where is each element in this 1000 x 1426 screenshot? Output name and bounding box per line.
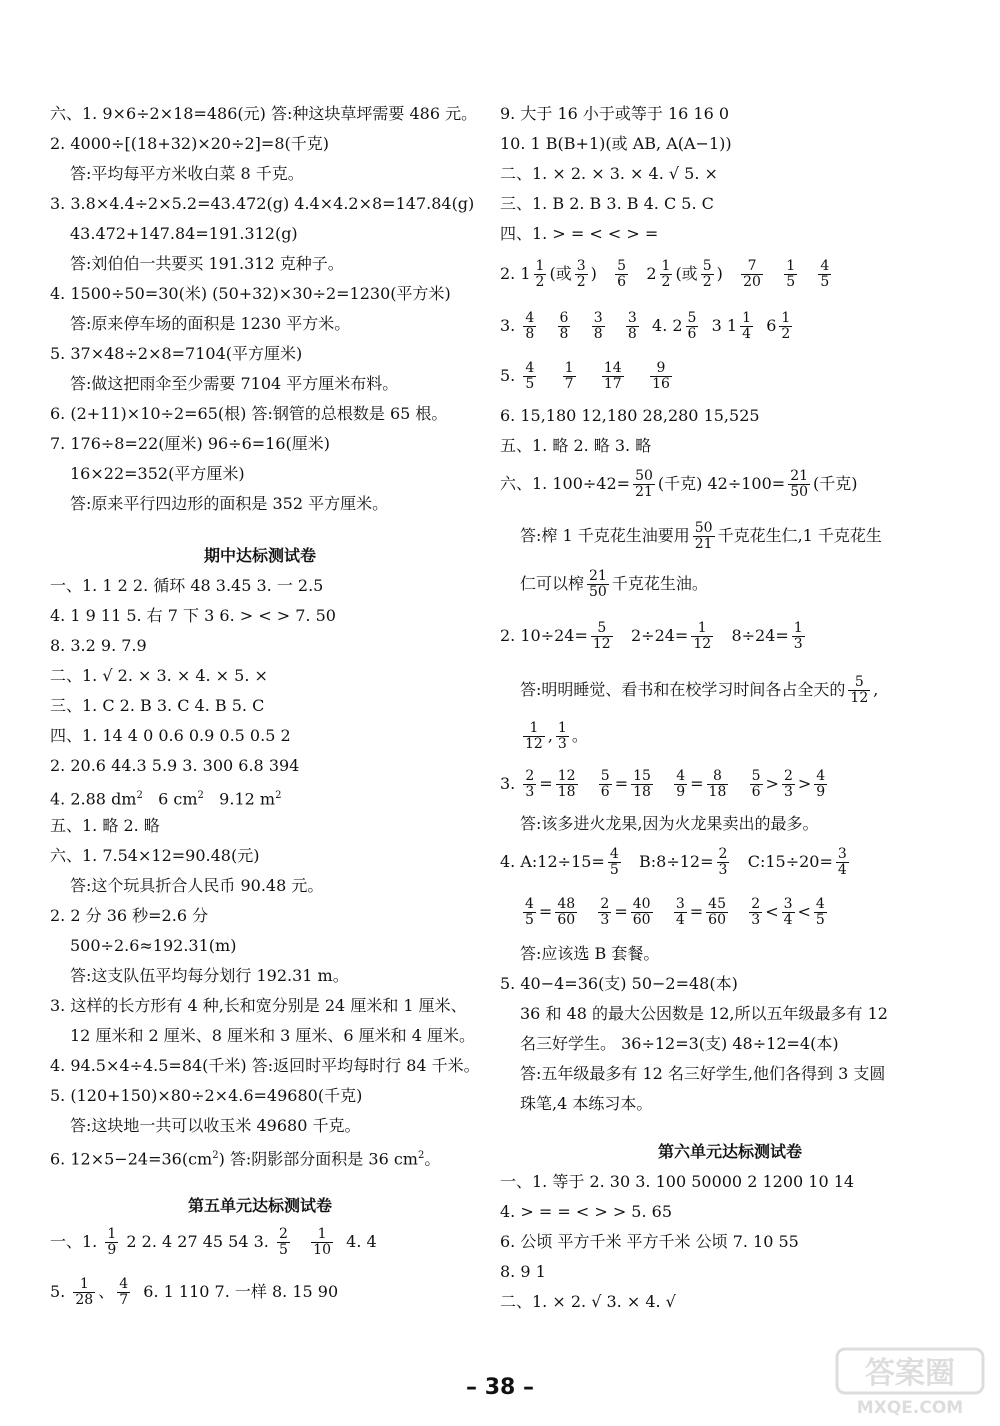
numerator: 14 — [603, 360, 622, 376]
answer-line: 一、1. 等于 2. 30 3. 100 50000 2 1200 10 14 — [500, 1172, 855, 1191]
numerator: 1 — [535, 258, 545, 274]
denominator: 2 — [661, 274, 671, 290]
numerator: 1 — [786, 258, 796, 274]
denominator: 3 — [783, 784, 793, 800]
fraction — [523, 769, 536, 800]
answer-line: 2. 20.6 44.3 5.9 3. 300 6.8 394 — [50, 756, 300, 775]
answer-line: 五、1. 略 2. 略 3. 略 — [500, 436, 652, 455]
numerator: 2 — [600, 896, 610, 912]
answer-line: 答:这个玩具折合人民币 90.48 元。 — [70, 876, 324, 895]
denominator: 3 — [525, 784, 535, 800]
fraction — [523, 361, 536, 392]
denominator: 18 — [557, 784, 576, 800]
denominator: 5 — [525, 912, 534, 928]
denominator: 12 — [592, 636, 611, 652]
numerator: 3 — [576, 258, 586, 274]
answer-line: 4. > = = < > > 5. 65 — [500, 1202, 673, 1221]
answer-line: 7. 176÷8=22(厘米) 96÷6=16(厘米) — [50, 434, 331, 453]
denominator: 50 — [589, 584, 607, 600]
denominator: 6 — [687, 326, 697, 342]
numerator: 4 — [815, 896, 825, 912]
denominator: 8 — [593, 326, 603, 342]
answer-line: 二、1. √ 2. × 3. × 4. × 5. × — [50, 666, 268, 685]
answer-line: 4. 1500÷50=30(米) (50+32)×30÷2=1230(平方米) — [50, 284, 451, 303]
answer-line: 6. 15,180 12,180 28,280 15,525 — [500, 406, 760, 425]
denominator: 7 — [119, 1292, 129, 1308]
fraction — [615, 259, 628, 290]
fraction — [277, 1227, 290, 1258]
answer-line: 36 和 48 的最大公因数是 12,所以五年级最多有 12 — [520, 1004, 888, 1023]
fraction — [556, 721, 569, 752]
denominator: 8 — [559, 326, 569, 342]
fraction — [691, 621, 713, 652]
fraction — [782, 897, 795, 928]
answer-line: $\frac{4}{5}$ = $\frac{48}{60}$ $\frac{2}{3}$ = $\frac{40}{60}$ $\frac{3}{4}$ = $\frac{45}{60}$ $\frac{2}{3}$ < $\frac{3}{4}$ < $\frac{4}{5}$ — [525, 896, 825, 928]
fraction — [631, 897, 653, 928]
answer-line: 答:五年级最多有 12 名三好学生,他们各得到 3 支圆 — [520, 1064, 886, 1083]
numerator: 3 — [675, 896, 685, 912]
answer-line: 4. A:12÷15= $\frac{4}{5}$ B:8÷12= $\frac{2}{3}$ C:15÷20= $\frac{3}{4}$ — [500, 846, 847, 878]
fraction — [534, 259, 547, 290]
answer-line: 6. (2+11)×10÷2=65(根) 答:钢管的总根数是 65 根。 — [50, 404, 448, 423]
answer-line: 答:这块地一共可以收玉米 49680 千克。 — [70, 1116, 361, 1135]
denominator: 10 — [313, 1242, 331, 1258]
answer-line: 4. 1 9 11 5. 右 7 下 3 6. > < > 7. 50 — [50, 606, 336, 625]
fraction — [608, 847, 621, 878]
answer-line: 2. 10÷24= $\frac{5}{12}$ 2÷24= $\frac{1}{12}$ 8÷24= $\frac{1}{3}$ — [500, 620, 803, 652]
denominator: 60 — [708, 912, 726, 928]
answer-line: 答:平均每平方米收白菜 8 千克。 — [70, 164, 304, 183]
numerator: 1 — [107, 1226, 117, 1242]
numerator: 2 — [783, 768, 793, 784]
svg-text:MXQE.COM: MXQE.COM — [856, 1398, 964, 1417]
answer-line: 答:刘伯伯一共要买 191.312 克种子。 — [70, 254, 344, 273]
answer-line: 四、1. > = < < > = — [500, 224, 659, 243]
fraction — [599, 769, 612, 800]
numerator: 3 — [837, 846, 847, 862]
fraction — [749, 897, 762, 928]
answer-line: 三、1. B 2. B 3. B 4. C 5. C — [500, 194, 714, 213]
denominator: 5 — [820, 274, 830, 290]
numerator: 5 — [848, 675, 870, 691]
numerator: 6 — [559, 310, 569, 326]
numerator: 1 — [73, 1277, 95, 1293]
numerator: 3 — [593, 310, 603, 326]
denominator: 12 — [525, 736, 543, 752]
answer-line: 答:应该选 B 套餐。 — [520, 944, 660, 963]
denominator: 4 — [837, 862, 847, 878]
answer-line: 10. 1 B(B+1)(或 AB, A(A−1)) — [500, 134, 732, 153]
denominator: 50 — [790, 484, 809, 500]
denominator: 12 — [693, 636, 712, 652]
section-heading: 期中达标测试卷 — [203, 546, 316, 565]
numerator: 1 — [793, 620, 803, 636]
fraction — [626, 311, 639, 342]
answer-line: 500÷2.6≈192.31(m) — [70, 936, 237, 955]
numerator: 9 — [650, 361, 672, 377]
fraction — [701, 259, 714, 290]
denominator: 5 — [786, 274, 796, 290]
denominator: 4 — [783, 912, 793, 928]
answer-line: 6. 公顷 平方千米 平方千米 公顷 7. 10 55 — [500, 1232, 799, 1251]
answer-line: 2. 4000÷[(18+32)×20÷2]=8(千克) — [50, 134, 329, 153]
answer-line: 一、1. 1 2 2. 循环 48 3.45 3. 一 2.5 — [50, 576, 324, 595]
left-column — [50, 0, 480, 1308]
denominator: 5 — [278, 1242, 288, 1258]
numerator: 5 — [617, 258, 627, 274]
numerator: 3 — [627, 310, 637, 326]
denominator: 5 — [525, 376, 535, 392]
numerator: 4 — [525, 310, 535, 326]
numerator: 4 — [816, 768, 826, 784]
denominator: 3 — [751, 912, 761, 928]
numerator: 4 — [676, 768, 686, 784]
answer-line: 六、1. 9×6÷2×18=486(元) 答:种这块草坪需要 486 元。 — [50, 104, 478, 123]
answer-line: 答:这支队伍平均每分划行 192.31 m。 — [70, 966, 349, 985]
fraction — [693, 521, 715, 552]
fraction — [633, 469, 655, 500]
fraction — [563, 361, 576, 392]
answer-line: 答:明明睡觉、看书和在校学习时间各占全天的 $\frac{5}{12}$ , — [520, 674, 879, 706]
fraction — [782, 769, 795, 800]
numerator: 3 — [783, 896, 793, 912]
denominator: 18 — [708, 784, 727, 800]
denominator: 8 — [525, 326, 535, 342]
denominator: 7 — [564, 376, 574, 392]
numerator: 5 — [600, 768, 610, 784]
fraction — [602, 361, 624, 392]
answer-line: 五、1. 略 2. 略 — [50, 816, 160, 835]
denominator: 9 — [107, 1242, 117, 1258]
numerator: 1 — [781, 310, 791, 326]
fraction — [73, 1277, 95, 1308]
denominator: 6 — [617, 274, 627, 290]
answer-line: 答:原来停车场的面积是 1230 平方米。 — [70, 314, 351, 333]
answer-line: 5. 37×48÷2×8=7104(平方厘米) — [50, 344, 303, 363]
answer-line: 43.472+147.84=191.312(g) — [70, 224, 298, 243]
denominator: 4 — [742, 326, 752, 342]
numerator: 4 — [609, 846, 619, 862]
fraction — [555, 897, 577, 928]
numerator: 8 — [707, 769, 729, 785]
fraction — [750, 769, 763, 800]
denominator: 4 — [675, 912, 685, 928]
answer-line: 16×22=352(平方厘米) — [70, 464, 245, 483]
numerator: 5 — [591, 621, 613, 637]
fraction — [587, 569, 609, 600]
answer-line: 5. 40−4=36(支) 50−2=48(本) — [500, 974, 738, 993]
answer-line: 答:做这把雨伞至少需要 7104 平方厘米布料。 — [70, 374, 399, 393]
numerator: 1 — [564, 360, 574, 376]
answer-line: 六、1. 100÷42= $\frac{50}{21}$ (千克) 42÷100= $\frac{21}{50}$ (千克) — [500, 468, 858, 500]
denominator: 3 — [600, 912, 610, 928]
numerator: 4 — [525, 896, 534, 912]
denominator: 2 — [781, 326, 791, 342]
answer-line: 四、1. 14 4 0 0.6 0.9 0.5 0.5 2 — [50, 726, 291, 745]
numerator: 7 — [741, 259, 763, 275]
answer-line: $\frac{1}{12}$ , $\frac{1}{3}$ 。 — [525, 720, 588, 752]
answer-line: 三、1. C 2. B 3. C 4. B 5. C — [50, 696, 265, 715]
denominator: 8 — [627, 326, 637, 342]
answer-line: 5. $\frac{4}{5}$ $\frac{1}{7}$ $\frac{14}{17}$ $\frac{9}{16}$ — [500, 360, 670, 392]
fraction — [598, 897, 611, 928]
answer-line: 4. 2.88 $dm^2$ 6 $cm^2$ 9.12 $m^2$ — [50, 789, 282, 809]
denominator: 3 — [557, 736, 567, 752]
numerator: 5 — [751, 768, 761, 784]
denominator: 9 — [676, 784, 686, 800]
watermark-logo — [835, 1345, 985, 1417]
fraction — [556, 769, 578, 800]
answer-line: 二、1. × 2. √ 3. × 4. √ — [500, 1292, 676, 1311]
fraction — [818, 259, 831, 290]
numerator: 48 — [557, 896, 576, 912]
denominator: 3 — [718, 862, 728, 878]
answer-line: 4. 94.5×4÷4.5=84(千米) 答:返回时平均每时行 84 千米。 — [50, 1056, 480, 1075]
section-heading: 第五单元达标测试卷 — [187, 1196, 332, 1215]
answer-line: 3. $\frac{4}{8}$ $\frac{6}{8}$ $\frac{3}{8}$ $\frac{3}{8}$ 4. 2 $\frac{5}{6}$ 3 1 $\frac{1}{4}$ 6 $\frac{1}{2}$ — [500, 310, 791, 342]
fraction — [523, 897, 536, 928]
answer-line: 5. $\frac{1}{28}$ 、 $\frac{4}{7}$ 6. 1 110 7. 一样 8. 15 90 — [50, 1276, 339, 1308]
numerator: 15 — [633, 768, 651, 784]
answer-line: 6. $12\times 5-24=36(cm^2)$ 答:阴影部分面积是 36 $cm^2$。 — [50, 1149, 441, 1169]
fraction — [779, 311, 792, 342]
denominator: 21 — [635, 484, 653, 500]
answer-line: 一、1. $\frac{1}{9}$ 2 2. 4 27 45 54 3. $\frac{2}{5}$ $\frac{1}{10}$ 4. 4 — [50, 1226, 377, 1258]
numerator: 1 — [523, 721, 545, 737]
fraction — [814, 769, 827, 800]
answer-line: 2. 1 $\frac{1}{2}$ (或 $\frac{3}{2}$ ) $\frac{5}{6}$ 2 $\frac{1}{2}$ (或 $\frac{5}{2}$ ) $\frac{7}{20}$ $\frac{1}{5}$ $\frac{4}{5}$ — [500, 258, 830, 290]
denominator: 12 — [850, 690, 869, 706]
denominator: 16 — [652, 376, 670, 392]
fraction — [117, 1277, 130, 1308]
fraction — [631, 769, 653, 800]
answer-line: 答:原来平行四边形的面积是 352 平方厘米。 — [70, 494, 389, 513]
numerator: 1 — [311, 1227, 333, 1243]
answer-line: 5. (120+150)×80÷2×4.6=49680(千克) — [50, 1086, 363, 1105]
denominator: 60 — [632, 912, 651, 928]
denominator: 3 — [793, 636, 803, 652]
fraction — [836, 847, 849, 878]
denominator: 20 — [743, 274, 761, 290]
denominator: 2 — [535, 274, 545, 290]
answer-line: 2. 2 分 36 秒=2.6 分 — [50, 906, 209, 925]
numerator: 4 — [525, 360, 535, 376]
numerator: 2 — [751, 896, 761, 912]
numerator: 2 — [525, 768, 535, 784]
denominator: 6 — [600, 784, 610, 800]
denominator: 2 — [702, 274, 712, 290]
numerator: 50 — [694, 520, 713, 536]
answer-line: 8. 3.2 9. 7.9 — [50, 636, 147, 655]
answer-line: 9. 大于 16 小于或等于 16 16 0 — [500, 104, 730, 123]
fraction — [523, 311, 536, 342]
denominator: 2 — [576, 274, 586, 290]
denominator: 18 — [633, 784, 651, 800]
fraction — [592, 311, 605, 342]
numerator: 40 — [632, 896, 651, 912]
denominator: 28 — [75, 1292, 94, 1308]
answer-line: 仁可以榨 $\frac{21}{50}$ 千克花生油。 — [520, 568, 708, 600]
fraction — [740, 311, 753, 342]
numerator: 12 — [557, 768, 576, 784]
fraction — [706, 897, 728, 928]
fraction — [650, 361, 672, 392]
numerator: 4 — [119, 1276, 129, 1292]
numerator: 1 — [691, 621, 713, 637]
answer-line: 珠笔,4 本练习本。 — [520, 1094, 653, 1113]
answer-line: 3. 3.8×4.4÷2×5.2=43.472(g) 4.4×4.2×8=147.84(g) — [50, 194, 475, 213]
answer-line: 二、1. × 2. × 3. × 4. √ 5. × — [500, 164, 718, 183]
numerator: 1 — [742, 310, 752, 326]
answer-line: 3. $\frac{2}{3}$ = $\frac{12}{18}$ $\frac{5}{6}$ = $\frac{15}{18}$ $\frac{4}{9}$ = $\frac{8}{18}$ $\frac{5}{6}$ > $\frac{2}{3}$ > $\frac{4}{9}$ — [500, 768, 826, 800]
denominator: 9 — [816, 784, 826, 800]
fraction — [523, 721, 545, 752]
numerator: 50 — [635, 468, 653, 484]
fraction — [788, 469, 810, 500]
right-column — [500, 0, 960, 1311]
fraction — [784, 259, 797, 290]
fraction — [674, 769, 687, 800]
fraction — [814, 897, 827, 928]
section-heading: 第六单元达标测试卷 — [657, 1142, 802, 1161]
denominator: 21 — [694, 536, 713, 552]
denominator: 5 — [609, 862, 619, 878]
fraction — [707, 769, 729, 800]
numerator: 5 — [687, 310, 697, 326]
denominator: 60 — [557, 912, 576, 928]
numerator: 2 — [718, 846, 728, 862]
numerator: 2 — [278, 1226, 288, 1242]
fraction — [741, 259, 763, 290]
fraction — [105, 1227, 118, 1258]
fraction — [311, 1227, 333, 1258]
numerator: 1 — [661, 258, 671, 274]
fraction — [591, 621, 613, 652]
denominator: 6 — [751, 784, 761, 800]
answer-line: 8. 9 1 — [500, 1262, 546, 1281]
numerator: 5 — [702, 258, 712, 274]
answer-line: 六、1. 7.54×12=90.48(元) — [50, 846, 260, 865]
numerator: 21 — [589, 568, 607, 584]
answer-line: 答:该多进火龙果,因为火龙果卖出的最多。 — [520, 814, 819, 833]
fraction — [717, 847, 730, 878]
answer-line: 3. 这样的长方形有 4 种,长和宽分别是 24 厘米和 1 厘米、 — [50, 996, 467, 1015]
denominator: 5 — [815, 912, 825, 928]
numerator: 4 — [820, 258, 830, 274]
fraction — [575, 259, 588, 290]
denominator: 17 — [603, 376, 622, 392]
numerator: 21 — [790, 468, 809, 484]
fraction — [792, 621, 805, 652]
answer-line: 答:榨 1 千克花生油要用 $\frac{50}{21}$ 千克花生仁,1 千克花生 — [520, 520, 882, 552]
fraction — [558, 311, 571, 342]
numerator: 1 — [557, 720, 567, 736]
fraction — [848, 675, 870, 706]
fraction — [686, 311, 699, 342]
page-number: – 38 – — [466, 1375, 534, 1400]
fraction — [674, 897, 687, 928]
fraction — [660, 259, 673, 290]
answer-line: 名三好学生。 36÷12=3(支) 48÷12=4(本) — [520, 1034, 839, 1053]
svg-text:答案圈: 答案圈 — [865, 1356, 955, 1391]
numerator: 45 — [708, 896, 726, 912]
answer-line: 12 厘米和 2 厘米、8 厘米和 3 厘米、6 厘米和 4 厘米。 — [70, 1026, 476, 1045]
